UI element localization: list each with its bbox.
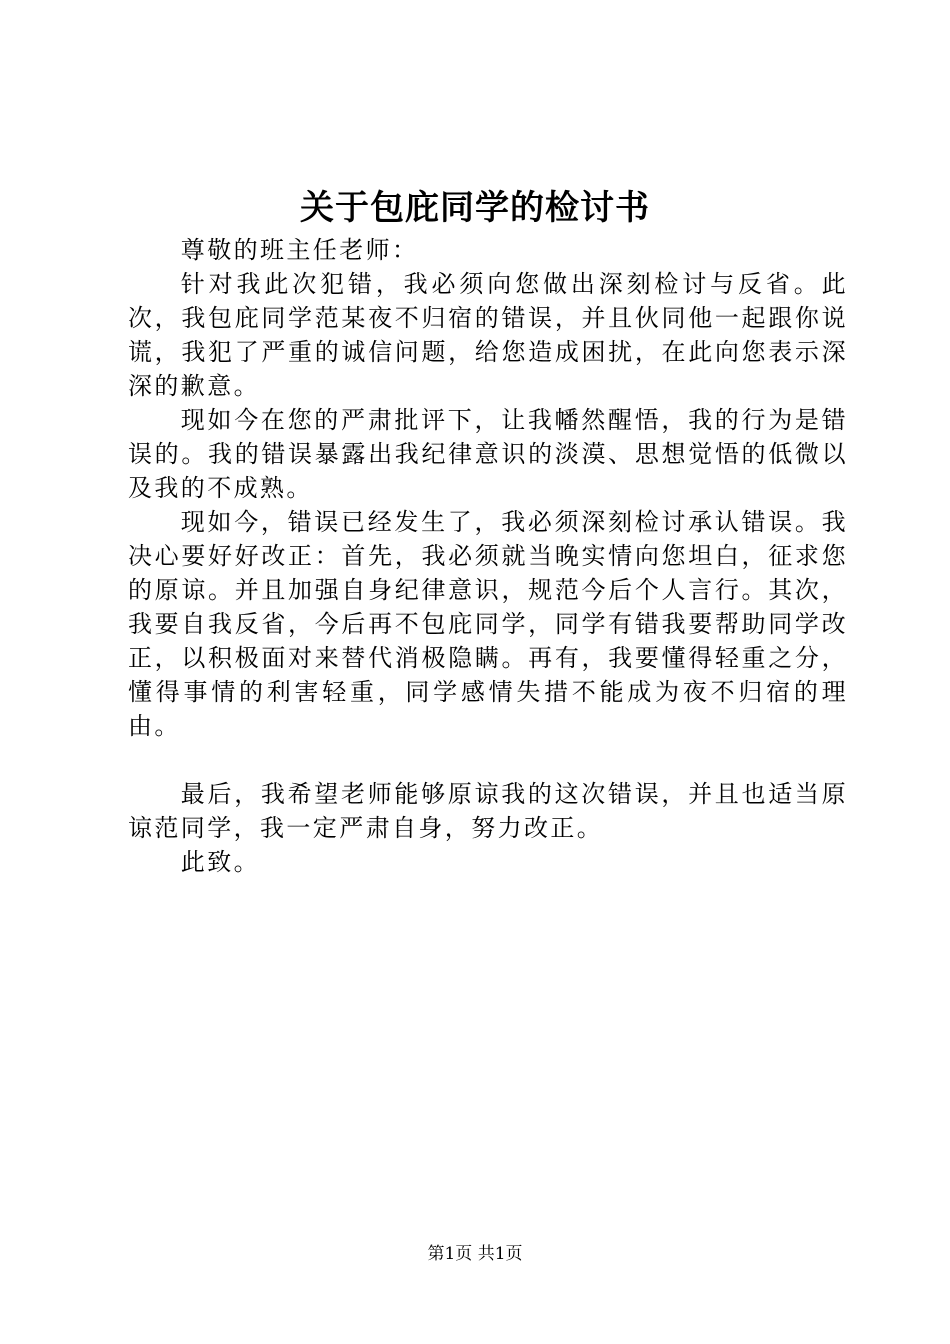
paragraph-2: 现如今在您的严肃批评下，让我幡然醒悟，我的行为是错误的。我的错误暴露出我纪律意识的淡漠、思想觉悟的低微以及我的不成熟。 — [128, 406, 848, 502]
paragraph-3: 现如今，错误已经发生了，我必须深刻检讨承认错误。我决心要好好改正：首先，我必须就当晚实情向您坦白，征求您的原谅。并且加强自身纪律意识，规范今后个人言行。其次，我要自我反省，今后再不包庇同学，同学有错我要帮助同学改正，以积极面对来替代消极隐瞒。再有，我要懂得轻重之分，懂得事情的利害轻重，同学感情失措不能成为夜不归宿的理由。 — [128, 508, 848, 740]
closing: 此致。 — [180, 848, 260, 876]
paragraph-4: 最后，我希望老师能够原谅我的这次错误，并且也适当原谅范同学，我一定严肃自身，努力改正。 — [128, 780, 848, 842]
document-title: 关于包庇同学的检讨书 — [300, 188, 650, 228]
document-body — [128, 233, 848, 879]
salutation: 尊敬的班主任老师： — [180, 236, 419, 264]
paragraph-1: 针对我此次犯错，我必须向您做出深刻检讨与反省。此次，我包庇同学范某夜不归宿的错误，并且伙同他一起跟你说谎，我犯了严重的诚信问题，给您造成困扰，在此向您表示深深的歉意。 — [128, 270, 848, 400]
page-number-footer: 第1页 共1页 — [427, 1244, 523, 1264]
